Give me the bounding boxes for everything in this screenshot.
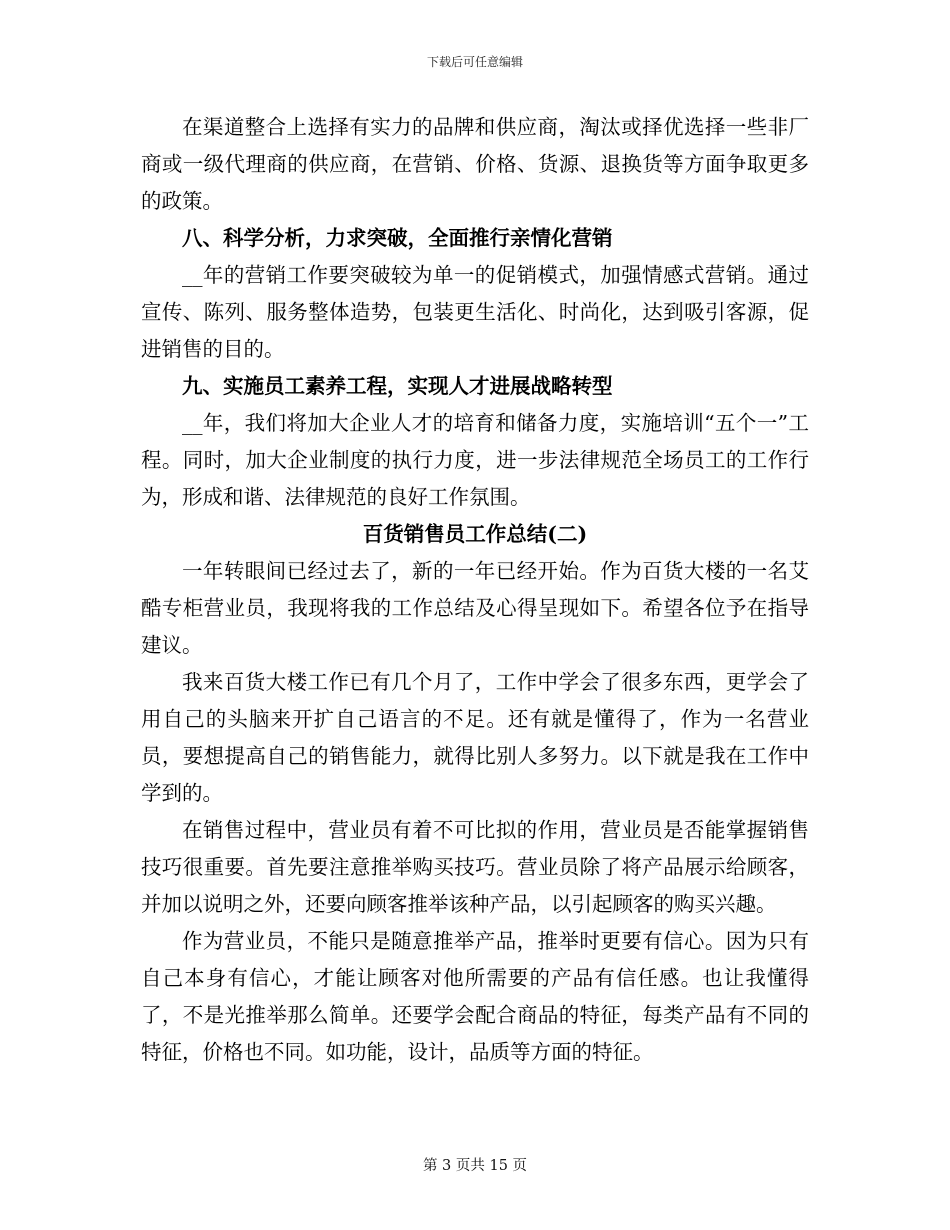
paragraph: __年的营销工作要突破较为单一的促销模式，加强情感式营销。通过宣传、陈列、服务整体造势，包装更生活化、时尚化，达到吸引客源，促进销售的目的。 [141,263,809,361]
paragraph: 一年转眼间已经过去了，新的一年已经开始。作为百货大楼的一名艾酷专柜营业员，我现将我的工作总结及心得呈现如下。希望各位予在指导建议。 [141,559,809,657]
paragraph: 在销售过程中，营业员有着不可比拟的作用，营业员是否能掌握销售技巧很重要。首先要注意推举购买技巧。营业员除了将产品展示给顾客，并加以说明之外，还要向顾客推举该种产品，以引起顾客的购买兴趣。 [141,818,809,916]
paragraph: 我来百货大楼工作已有几个月了，工作中学会了很多东西，更学会了用自己的头脑来开扩自己语言的不足。还有就是懂得了，作为一名营业员，要想提高自己的销售能力，就得比别人多努力。以下就是我在工作中学到的。 [141,670,809,805]
section-heading: 九、实施员工素养工程，实现人才进展战略转型 [182,374,613,398]
document-title: 百货销售员工作总结(二) [362,522,588,546]
document-body [141,109,809,1071]
paragraph: 在渠道整合上选择有实力的品牌和供应商，淘汰或择优选择一些非厂商或一级代理商的供应商，在营销、价格、货源、退换货等方面争取更多的政策。 [141,115,809,213]
paragraph: __年，我们将加大企业人才的培育和储备力度，实施培训“五个一”工程。同时，加大企业制度的执行力度，进一步法律规范全场员工的工作行为，形成和谐、法律规范的良好工作氛围。 [141,411,809,509]
page-header: 下载后可任意编辑 [426,55,523,69]
section-heading: 八、科学分析，力求突破，全面推行亲情化营销 [182,226,613,250]
paragraph: 作为营业员，不能只是随意推举产品，推举时更要有信心。因为只有自己本身有信心，才能让顾客对他所需要的产品有信任感。也让我懂得了，不是光推举那么简单。还要学会配合商品的特征，每类产品有不同的特征，价格也不同。如功能，设计，品质等方面的特征。 [141,929,809,1064]
page-footer: 第 3 页共 15 页 [422,1158,528,1174]
